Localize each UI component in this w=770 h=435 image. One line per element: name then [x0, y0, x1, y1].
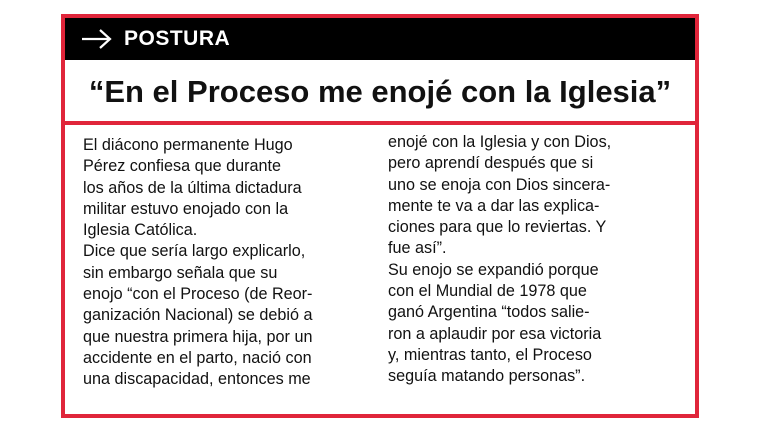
- posture-box: [61, 14, 699, 418]
- body-line: accidente en el parto, nació con: [83, 348, 312, 367]
- body-line: mente te va a dar las explica-: [388, 196, 600, 215]
- body-line: con el Mundial de 1978 que: [388, 282, 587, 301]
- body-line: ganó Argentina “todos salie-: [388, 303, 590, 322]
- body-column-left: [83, 135, 368, 391]
- body-line: sin embargo señala que su: [83, 263, 278, 282]
- body-line: Iglesia Católica.: [83, 221, 198, 240]
- body-line: una discapacidad, entonces me: [83, 370, 311, 389]
- body-column-right: [388, 132, 683, 388]
- arrow-right-icon: [80, 28, 114, 50]
- body-line: Dice que sería largo explicarlo,: [83, 242, 306, 261]
- body-line: ganización Nacional) se debió a: [83, 306, 313, 325]
- body-line: Pérez confiesa que durante: [83, 157, 281, 176]
- body-line: seguía matando personas”.: [388, 367, 586, 386]
- section-header-bar: [65, 18, 695, 60]
- body-line: enojo “con el Proceso (de Reor-: [83, 285, 313, 304]
- body-line: y, mientras tanto, el Proceso: [388, 345, 592, 364]
- body-line: uno se enoja con Dios sincera-: [388, 175, 611, 194]
- headline: “En el Proceso me enojé con la Iglesia”: [88, 74, 672, 109]
- body-line: Su enojo se expandió porque: [388, 260, 599, 279]
- body-line: ron a aplaudir por esa victoria: [388, 324, 602, 343]
- body-line: fue así”.: [388, 239, 447, 258]
- section-label: POSTURA: [124, 27, 231, 50]
- body-line: militar estuvo enojado con la: [83, 199, 289, 218]
- body-line: El diácono permanente Hugo: [83, 136, 293, 154]
- body-line: pero aprendí después que si: [388, 154, 594, 173]
- body-line: enojé con la Iglesia y con Dios,: [388, 133, 612, 151]
- body-line: los años de la última dictadura: [83, 178, 302, 197]
- body-line: ciones para que lo reviertas. Y: [388, 218, 607, 237]
- headline-divider: [65, 121, 695, 125]
- body-line: que nuestra primera hija, por un: [83, 327, 313, 346]
